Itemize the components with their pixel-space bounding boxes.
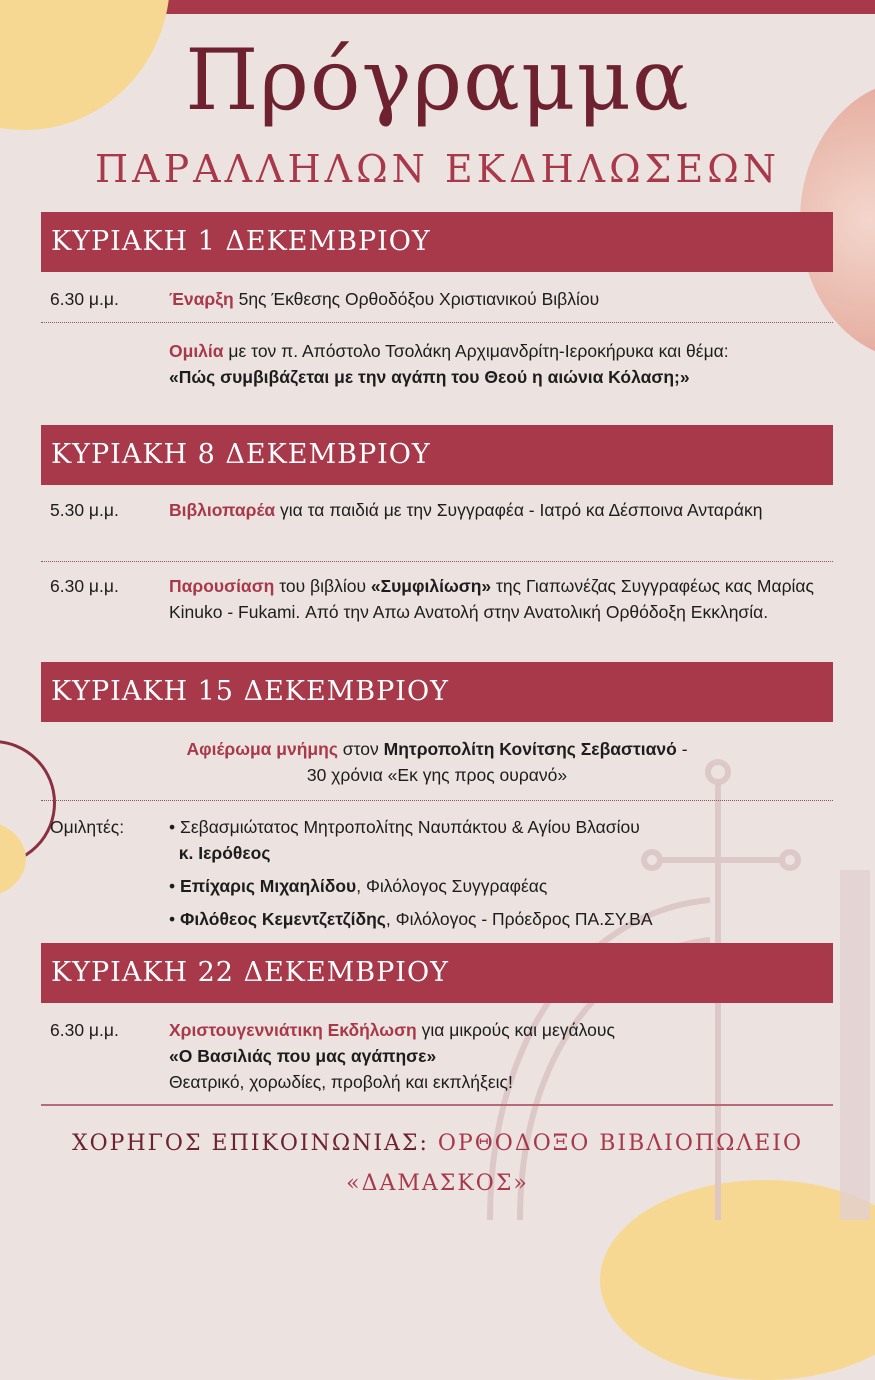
dotted-divider	[41, 561, 833, 562]
event-text: για μικρούς και μεγάλους	[416, 1020, 615, 1040]
sponsor-name: ΟΡΘΟΔΟΞΟ ΒΙΒΛΙΟΠΩΛΕΙΟ «ΔΑΜΑΣΚΟΣ»	[346, 1131, 803, 1196]
day-heading-2: ΚΥΡΙΑΚΗ 8 ΔΕΚΕΜΒΡΙΟΥ	[41, 425, 833, 485]
speaker-name: Επίχαρις Μιχαηλίδου	[180, 876, 357, 896]
event-description	[169, 286, 834, 312]
day-heading-3: ΚΥΡΙΑΚΗ 15 ΔΕΚΕΜΒΡΙΟΥ	[41, 662, 833, 722]
tribute-line	[41, 736, 833, 762]
event-description	[169, 1017, 834, 1095]
footer-divider	[41, 1104, 833, 1106]
top-bar	[0, 0, 875, 14]
event-topic: «Πώς συμβιβάζεται με την αγάπη του Θεού η αιώνια Κόλαση;»	[169, 367, 690, 387]
event-highlight: Βιβλιοπαρέα	[169, 500, 276, 520]
event-highlight: Παρουσίαση	[169, 576, 275, 596]
tribute-subline: 30 χρόνια «Εκ γης προς ουρανό»	[306, 765, 568, 785]
event-description	[169, 497, 834, 523]
speaker-item	[169, 814, 834, 866]
event-time: 6.30 μ.μ.	[50, 1020, 119, 1040]
event-description	[169, 573, 834, 625]
event-highlight: Έναρξη	[169, 289, 234, 309]
book-title: «Συμφιλίωση»	[370, 576, 492, 596]
dotted-divider	[41, 800, 833, 801]
event-text: με τον π. Απόστολο Τσολάκη Αρχιμανδρίτη-Ιεροκήρυκα και θέμα:	[223, 341, 729, 361]
speaker-name: Φιλόθεος Κεμεντζετζίδης	[180, 909, 386, 929]
speaker-role: , Φιλόλογος Συγγραφέας	[356, 876, 548, 896]
event-text: 5ης Έκθεσης Ορθοδόξου Χριστιανικού Βιβλίου	[233, 289, 600, 309]
tribute-highlight: Αφιέρωμα μνήμης	[186, 739, 338, 759]
event-time: 6.30 μ.μ.	[50, 576, 119, 596]
tribute-person: Μητροπολίτη Κονίτσης Σεβαστιανό	[383, 739, 677, 759]
tribute-text: στον	[337, 739, 384, 759]
sponsor-label: ΧΟΡΗΓΟΣ ΕΠΙΚΟΙΝΩΝΙΑΣ:	[71, 1131, 438, 1156]
event-highlight: Ομιλία	[169, 341, 224, 361]
page-title: Πρόγραμμα	[185, 31, 690, 129]
speaker-text: Σεβασμιώτατος Μητροπολίτης Ναυπάκτου & Αγίου Βλασίου	[175, 817, 640, 837]
event-time: 6.30 μ.μ.	[50, 289, 119, 309]
yellow-circle-decoration-bottom	[600, 1180, 875, 1380]
bullet: •	[169, 817, 176, 837]
yellow-circle-decoration-left	[0, 820, 26, 898]
bullet: •	[169, 909, 176, 929]
event-text: του βιβλίου	[274, 576, 371, 596]
tribute-text: -	[676, 739, 688, 759]
event-description	[169, 338, 834, 390]
page-subtitle: ΠΑΡΑΛΛΗΛΩΝ ΕΚΔΗΛΩΣΕΩΝ	[95, 147, 780, 191]
speaker-name: κ. Ιερόθεος	[178, 843, 271, 863]
day-heading-1: ΚΥΡΙΑΚΗ 1 ΔΕΚΕΜΒΡΙΟΥ	[41, 212, 833, 272]
sponsor-line	[0, 1124, 875, 1204]
speaker-item	[169, 906, 834, 932]
event-time: 5.30 μ.μ.	[50, 500, 119, 520]
speaker-role: , Φιλόλογος - Πρόεδρος ΠΑ.ΣΥ.ΒΑ	[385, 909, 653, 929]
event-highlight: Χριστουγεννιάτικη Εκδήλωση	[169, 1020, 417, 1040]
event-title: «Ο Βασιλιάς που μας αγάπησε»	[169, 1046, 437, 1066]
event-text: της Γιαπωνέζας Συγγραφέως κας Μαρίας Kinuko - Fukami. Από την Απω Ανατολή στην Ανατολική Ορθόδοξη Εκκλησία.	[169, 576, 814, 622]
event-text: για τα παιδιά με την Συγγραφέα - Ιατρό κα Δέσποινα Ανταράκη	[275, 500, 763, 520]
bullet: •	[169, 876, 176, 896]
dotted-divider	[41, 322, 833, 323]
day-heading-4: ΚΥΡΙΑΚΗ 22 ΔΕΚΕΜΒΡΙΟΥ	[41, 943, 833, 1003]
speakers-label: Ομιλητές:	[50, 817, 125, 837]
speaker-item	[169, 873, 834, 899]
event-details: Θεατρικό, χορωδίες, προβολή και εκπλήξεις!	[169, 1072, 513, 1092]
